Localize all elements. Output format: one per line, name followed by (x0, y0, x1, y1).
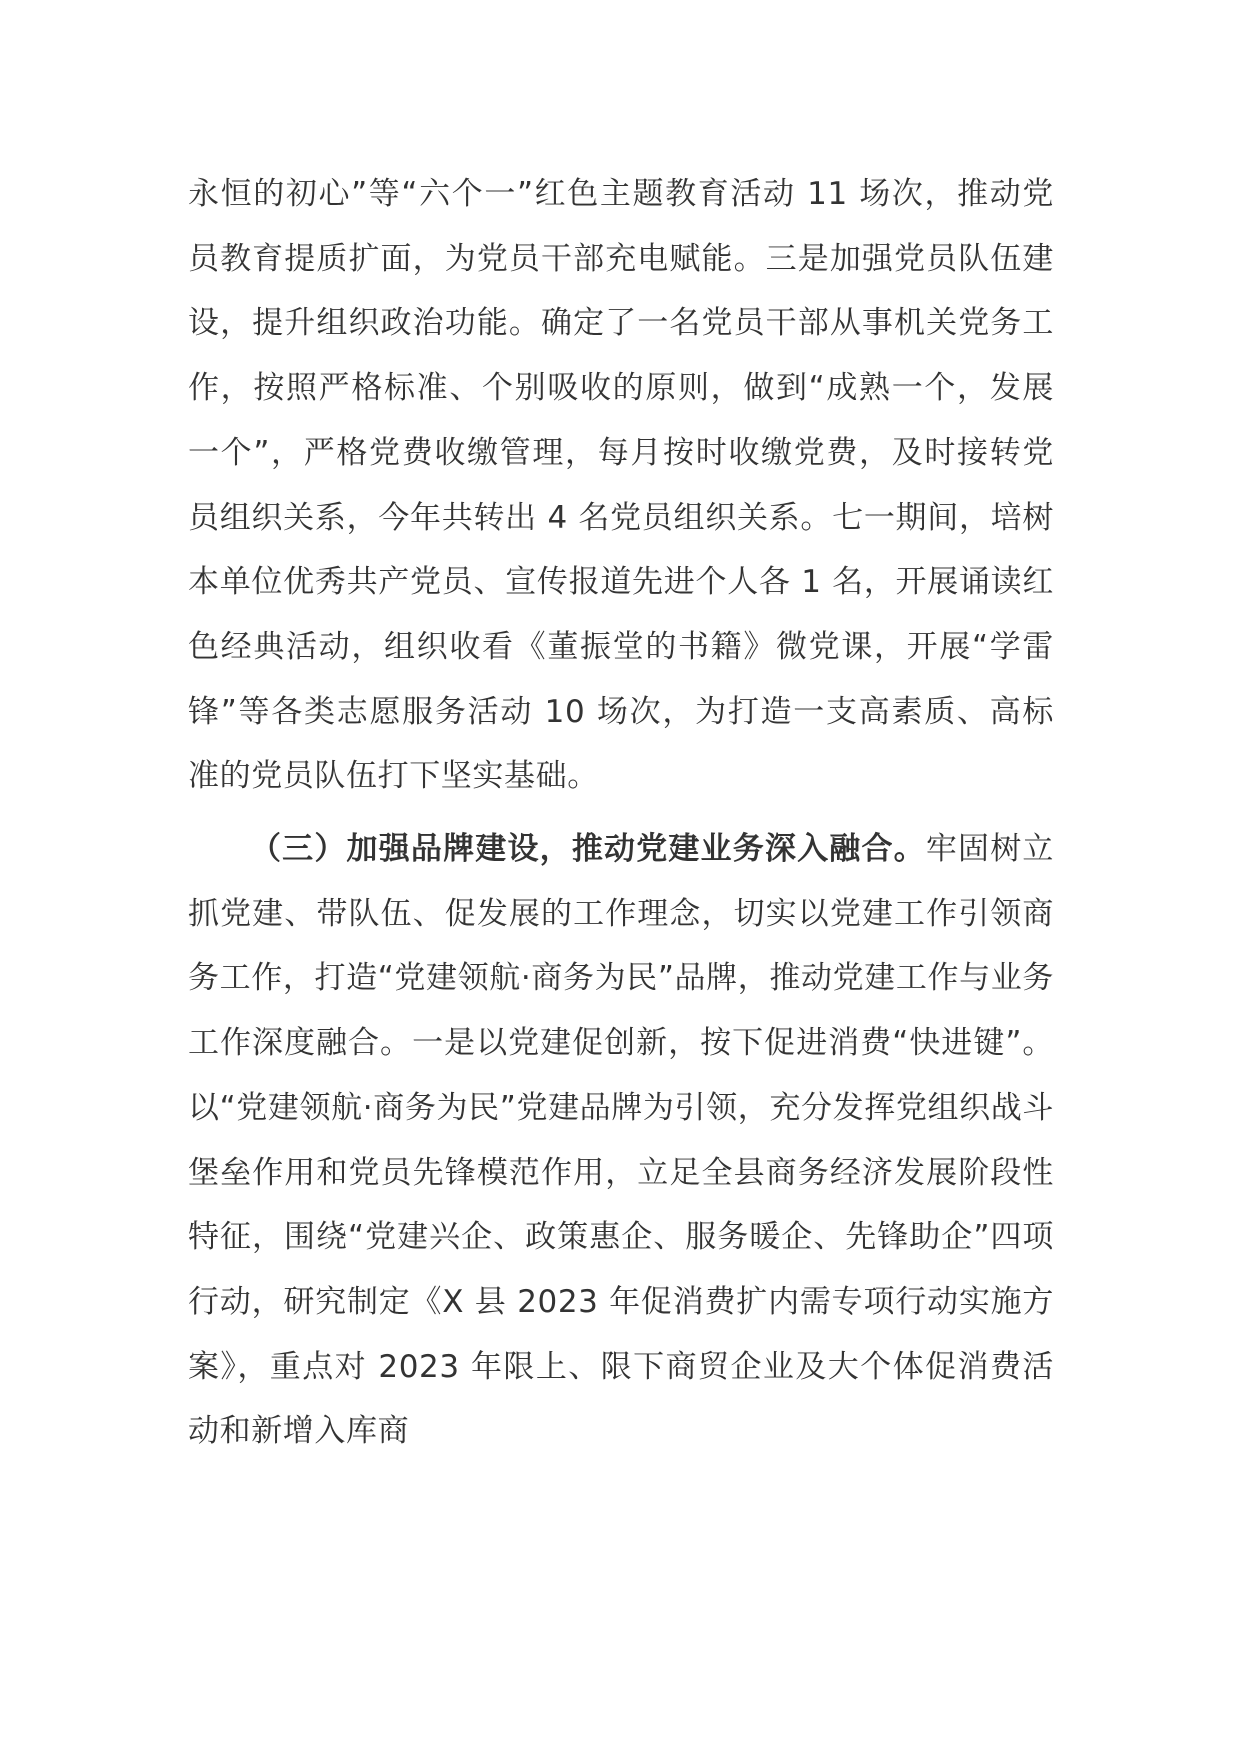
section-heading: （三）加强品牌建设，推动党建业务深入融合。 (250, 831, 926, 868)
document-body (188, 162, 1054, 1464)
paragraph-continued: 永恒的初心”等“六个一”红色主题教育活动 11 场次，推动党员教育提质扩面，为党员干部充电赋能。三是加强党员队伍建设，提升组织政治功能。确定了一名党员干部从事机关党务工作，按照严格标准、个别吸收的原则，做到“成熟一个，发展一个”，严格党费收缴管理，每月按时收缴党费，及时接转党员组织关系，今年共转出 4 名党员组织关系。七一期间，培树本单位优秀共产党员、宣传报道先进个人各 1 名，开展诵读红色经典活动，组织收看《董振堂的书籍》微党课，开展“学雷锋”等各类志愿服务活动 10 场次，为打造一支高素质、高标准的党员队伍打下坚实基础。 (188, 176, 1054, 795)
paragraph-section-three (188, 817, 1054, 1464)
section-body-text: 牢固树立抓党建、带队伍、促发展的工作理念，切实以党建工作引领商务工作，打造“党建领航·商务为民”品牌，推动党建工作与业务工作深度融合。一是以党建促创新，按下促进消费“快进键”。以“党建领航·商务为民”党建品牌为引领，充分发挥党组织战斗堡垒作用和党员先锋模范作用，立足全县商务经济发展阶段性特征，围绕“党建兴企、政策惠企、服务暖企、先锋助企”四项行动，研究制定《X 县 2023 年促消费扩内需专项行动实施方案》，重点对 2023 年限上、限下商贸企业及大个体促消费活动和新增入库商 (188, 831, 1054, 1450)
